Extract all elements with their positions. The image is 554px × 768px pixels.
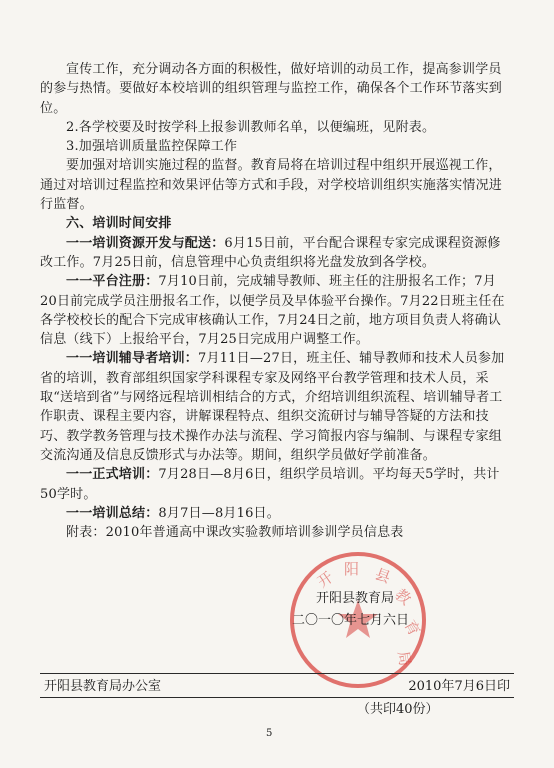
schedule-label: 一一培训辅导者培训： bbox=[66, 351, 199, 367]
paragraph-supervision: 要加强对培训实施过程的监督。教育局将在培训过程中组织开展巡视工作，通过对培训过程监控和效果评估等方式和手段，对学校培训组织实施落实情况进行监督。 bbox=[40, 158, 503, 213]
schedule-item-formal-training bbox=[40, 465, 510, 504]
page-number: 5 bbox=[266, 728, 273, 739]
schedule-text: 6月15日前，平台配合课程专家完成课程资源修改工作。7月25日前，信息管理中心负责组织将光盘发放到各学校。 bbox=[40, 235, 501, 270]
schedule-item-registration bbox=[40, 272, 510, 349]
schedule-label: 一一培训总结： bbox=[66, 505, 159, 521]
schedule-text: 7月28日—8月6日，组织学员培训。平均每天5学时，共计50学时。 bbox=[40, 467, 500, 502]
paragraph-submit-list: 2.各学校要及时按学科上报参训教师名单，以便编班，见附表。 bbox=[66, 119, 436, 135]
svg-text:育: 育 bbox=[400, 617, 424, 640]
footer-print-date: 2010年7月6日印 bbox=[408, 679, 510, 694]
schedule-text: 7月11日—27日，班主任、辅导教师和技术人员参加省的培训，教育部组织国家学科课程专家及网络平台教学管理和技术人员，采取“送培到省”与网络远程培训相结合的方式，介绍培训组织流程、培训辅导者工作职责、课程主要内容，讲解课程特点、组织交流研讨与辅导答疑的方法和技巧、教学教务管理与技术操作办法与流程、学习简报内容与编制、与课程专家组交流沟通及信息反馈形式与办法等。期间，组织学员做好学前准备。 bbox=[40, 351, 505, 463]
schedule-label: 一一平台注册： bbox=[66, 274, 159, 290]
schedule-label: 一一正式培训： bbox=[66, 467, 159, 483]
footer-office: 开阳县教育局办公室 bbox=[44, 679, 162, 694]
paragraph-publicity: 宣传工作，充分调动各方面的积极性，做好培训的动员工作，提高参训学员的参与热情。要做好本校培训的组织管理与监控工作，确保各个工作环节落实到位。 bbox=[40, 62, 503, 116]
paragraph-quality-heading: 3.加强培训质量监控保障工作 bbox=[66, 139, 238, 155]
schedule-item-resources bbox=[40, 234, 510, 273]
schedule-item-summary bbox=[40, 504, 510, 523]
signature-block bbox=[292, 588, 492, 632]
schedule-text: 8月7日—8月16日。 bbox=[158, 505, 280, 521]
schedule-text: 7月10日前，完成辅导教师、班主任的注册报名工作；7月20日前完成学员注册报名工作，以便学员及早体验平台操作。7月22日班主任在各学校校长的配合下完成审核确认工作，7月24日之前，地方项目负责人将确认信息（线下）上报给平台，7月25日完成用户调整工作。 bbox=[40, 274, 505, 348]
document-body bbox=[40, 60, 510, 542]
schedule-item-tutor-training bbox=[40, 349, 510, 465]
footer-top-rule bbox=[40, 673, 514, 674]
attachment-line: 附表：2010年普通高中课改实验教师培训参训学员信息表 bbox=[66, 525, 404, 541]
section-heading-schedule: 六、培训时间安排 bbox=[66, 216, 172, 232]
footer bbox=[44, 678, 510, 696]
svg-text:阳: 阳 bbox=[344, 560, 360, 578]
footer-copies: （共印40份） bbox=[357, 702, 439, 717]
svg-text:局: 局 bbox=[394, 649, 415, 668]
svg-text:开: 开 bbox=[313, 567, 337, 592]
signature-date: 二〇一〇年七月六日 bbox=[292, 613, 410, 628]
schedule-label: 一一培训资源开发与配送： bbox=[66, 235, 225, 251]
svg-text:县: 县 bbox=[372, 564, 393, 587]
footer-bottom-rule bbox=[40, 697, 514, 698]
svg-text:教: 教 bbox=[391, 585, 415, 609]
signature-org: 开阳县教育局 bbox=[316, 591, 395, 606]
